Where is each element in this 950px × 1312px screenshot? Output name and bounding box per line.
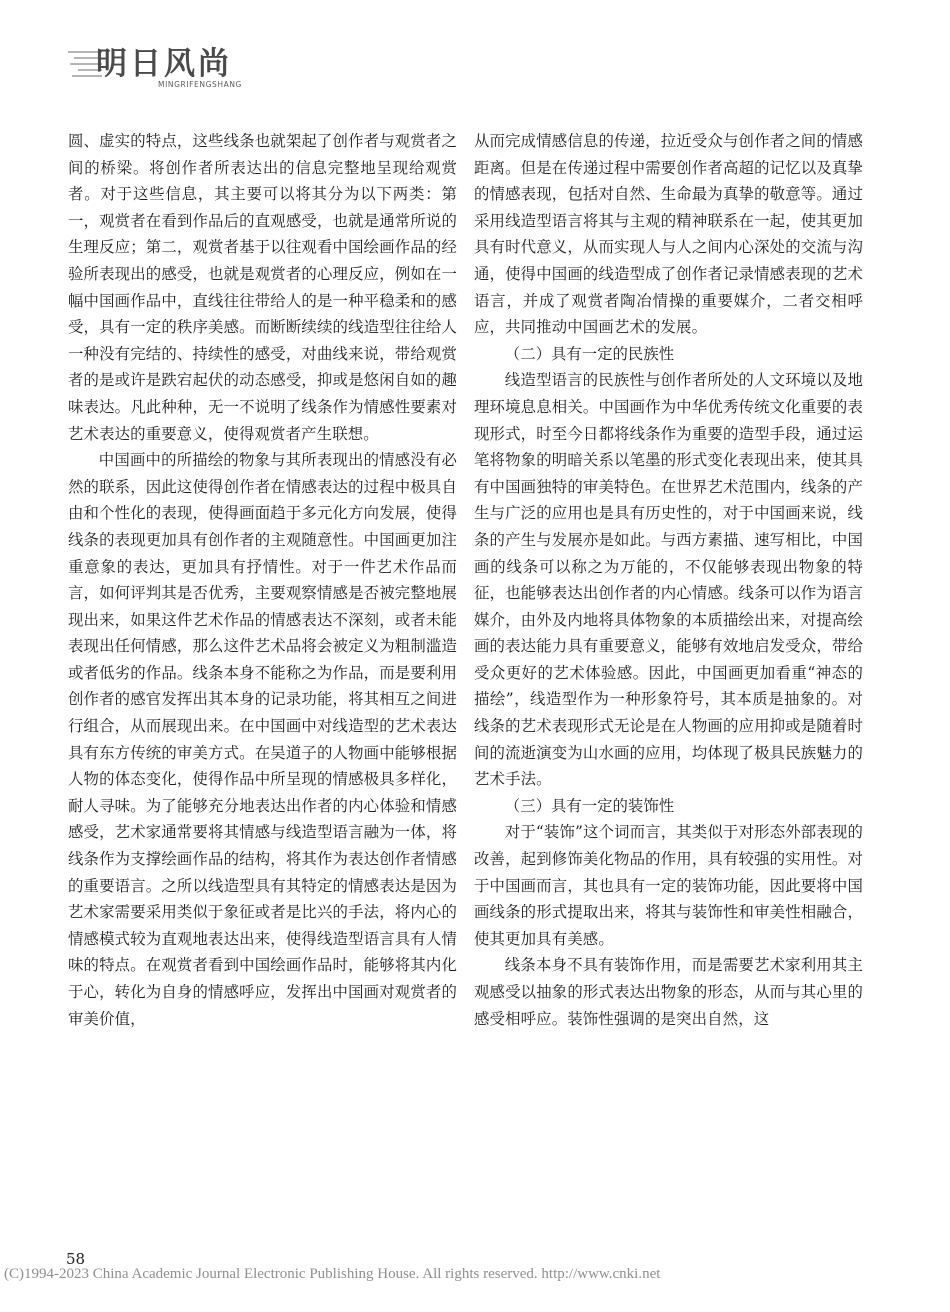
paragraph: 对于“装饰”这个词而言，其类似于对形态外部表现的改善，起到修饰美化物品的作用，具有较强的实用性。对于中国画而言，其也具有一定的装饰功能，因此要将中国画线条的形式提取出来，将其与装饰性和审美性相融合，使其更加具有美感。: [474, 823, 863, 948]
paragraph: 线造型语言的民族性与创作者所处的人文环境以及地理环境息息相关。中国画作为中华优秀传统文化重要的表现形式，时至今日都将线条作为重要的造型手段，通过运笔将物象的明暗关系以笔墨的形式变化表现出来，使其具有中国画独特的审美特色。在世界艺术范围内，线条的产生与广泛的应用也是具有历史性的，对于中国画来说，线条的产生与发展亦是如此。与西方素描、速写相比，中国画的线条可以称之为万能的，不仅能够表现出物象的特征，也能够表达出创作者的内心情感。线条可以作为语言媒介，由外及内地将具体物象的本质描绘出来，对提高绘画的表达能力具有重要意义，能够有效地启发受众，带给受众更好的艺术体验感。因此，中国画更加看重“神态的描绘”，线造型作为一种形象符号，其本质是抽象的。对线条的艺术表现形式无论是在人物画的应用抑或是随着时间的流逝演变为山水画的应用，均体现了极具民族魅力的艺术手法。: [474, 371, 863, 789]
paragraph-continued: 从而完成情感信息的传递，拉近受众与创作者之间的情感距离。但是在传递过程中需要创作者高超的记忆以及真挚的情感表现，包括对自然、生命最为真挚的敬意等。通过采用线造型语言将其与主观的精神联系在一起，使其更加具有时代意义，从而实现人与人之间内心深处的交流与沟通，使得中国画的线造型成了创作者记录情感表现的艺术语言，并成了观赏者陶冶情操的重要媒介，二者交相呼应，共同推动中国画艺术的发展。: [474, 132, 863, 337]
section-heading-decorative: （三）具有一定的装饰性: [504, 796, 675, 815]
paragraph: 线条本身不具有装饰作用，而是需要艺术家利用其主观感受以抽象的形式表达出物象的形态，从而与其心里的感受相呼应。装饰性强调的是突出自然，这: [474, 956, 863, 1028]
page-number: 58: [66, 1250, 86, 1268]
right-column: [474, 128, 863, 1032]
logo-title: 明日风尚: [96, 46, 232, 82]
paragraph: 中国画中的所描绘的物象与其所表现出的情感没有必然的联系，因此这使得创作者在情感表达的过程中极具自由和个性化的表现，使得画面趋于多元化方向发展，使得线条的表现更加具有创作者的主观随意性。中国画更加注重意象的表达，更加具有抒情性。对于一件艺术作品而言，如何评判其是否优秀，主要观察情感是否被完整地展现出来，如果这件艺术作品的情感表达不深刻，或者未能表现出任何情感，那么这件艺术品将会被定义为粗制滥造或者低劣的作品。线条本身不能称之为作品，而是要利用创作者的感官发挥出其本身的记录功能，将其相互之间进行组合，从而展现出来。在中国画中对线造型的艺术表达具有东方传统的审美方式。在吴道子的人物画中能够根据人物的体态变化，使得作品中所呈现的情感极具多样化，耐人寻味。为了能够充分地表达出作者的内心体验和情感感受，艺术家通常要将其情感与线造型语言融为一体，将线条作为支撑绘画作品的结构，将其作为表达创作者情感的重要语言。之所以线造型具有其特定的情感表达是因为艺术家需要采用类似于象征或者是比兴的手法，将内心的情感模式较为直观地表达出来，使得线造型语言具有人情味的特点。在观赏者看到中国绘画作品时，能够将其内化于心，转化为自身的情感呼应，发挥出中国画对观赏者的审美价值，: [68, 451, 457, 1028]
left-column: [68, 128, 457, 1032]
section-heading-ethnicity: （二）具有一定的民族性: [504, 344, 675, 363]
paragraph-continued: 圆、虚实的特点，这些线条也就架起了创作者与观赏者之间的桥梁。将创作者所表达出的信息完整地呈现给观赏者。对于这些信息，其主要可以将其分为以下两类：第一，观赏者在看到作品后的直观感受，也就是通常所说的生理反应；第二，观赏者基于以往观看中国绘画作品的经验所表现出的感受，也就是观赏者的心理反应，例如在一幅中国画作品中，直线往往带给人的是一种平稳柔和的感受，具有一定的秩序美感。而断断续续的线造型往往给人一种没有完结的、持续性的感受，对曲线来说，带给观赏者的是或许是跌宕起伏的动态感受，抑或是悠闲自如的趣味表达。凡此种种，无一不说明了线条作为情感性要素对艺术表达的重要意义，使得观赏者产生联想。: [68, 132, 457, 443]
copyright-notice: (C)1994-2023 China Academic Journal Electronic Publishing House. All rights reserved. http://www.cnki.net: [4, 1266, 661, 1282]
journal-logo: [68, 32, 268, 102]
logo-subtitle: MINGRIFENGSHANG: [158, 80, 242, 89]
